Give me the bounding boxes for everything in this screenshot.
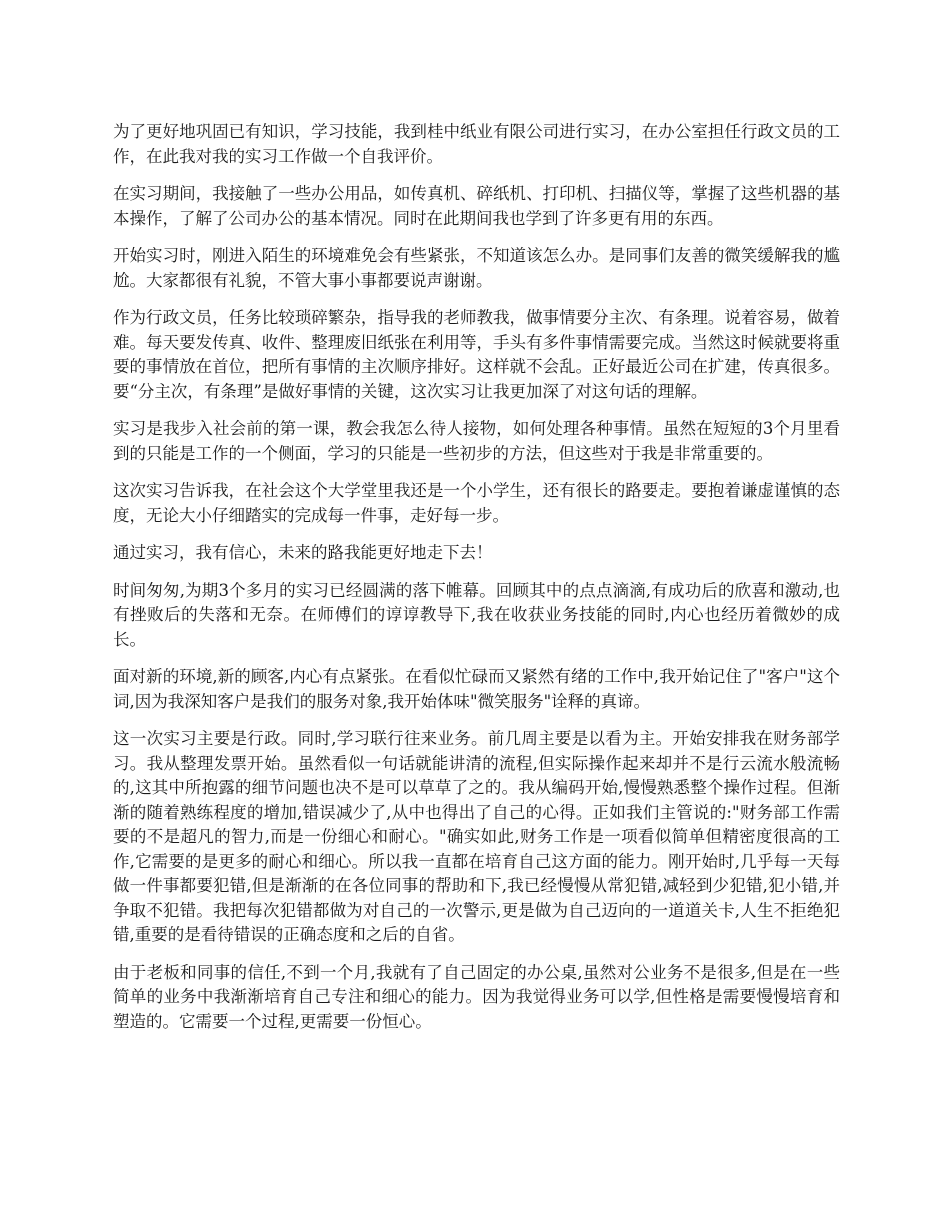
document-body bbox=[113, 120, 840, 1047]
paragraph-6: 这次实习告诉我，在社会这个大学堂里我还是一个小学生，还有很长的路要走。要抱着谦虚谨慎的态度，无论大小仔细踏实的完成每一件事，走好每一步。 bbox=[113, 481, 840, 525]
paragraph-5: 实习是我步入社会前的第一课，教会我怎么待人接物，如何处理各种事情。虽然在短短的3个月里看到的只能是工作的一个侧面，学习的只能是一些初步的方法，但这些对于我是非常重要的。 bbox=[113, 419, 840, 463]
paragraph-4: 作为行政文员，任务比较琐碎繁杂，指导我的老师教我，做事情要分主次、有条理。说着容易，做着难。每天要发传真、收件、整理废旧纸张在利用等，手头有多件事情需要完成。当然这时候就要将重要的事情放在首位，把所有事情的主次顺序排好。这样就不会乱。正好最近公司在扩建，传真很多。要“分主次，有条理”是做好事情的关键，这次实习让我更加深了对这句话的理解。 bbox=[113, 308, 840, 401]
paragraph-11: 由于老板和同事的信任,不到一个月,我就有了自己固定的办公桌,虽然对公业务不是很多,但是在一些简单的业务中我渐渐培育自己专注和细心的能力。因为我觉得业务可以学,但性格是需要慢慢培育和塑造的。它需要一个过程,更需要一份恒心。 bbox=[113, 962, 840, 1031]
paragraph-7: 通过实习，我有信心，未来的路我能更好地走下去！ bbox=[113, 543, 493, 562]
paragraph-1: 为了更好地巩固已有知识，学习技能，我到桂中纸业有限公司进行实习，在办公室担任行政文员的工作，在此我对我的实习工作做一个自我评价。 bbox=[113, 122, 840, 166]
paragraph-9: 面对新的环境,新的顾客,内心有点紧张。在看似忙碌而又紧然有绪的工作中,我开始记住了"客户"这个词,因为我深知客户是我们的服务对象,我开始体味"微笑服务"诠释的真谛。 bbox=[113, 667, 840, 711]
paragraph-2: 在实习期间，我接触了一些办公用品，如传真机、碎纸机、打印机、扫描仪等，掌握了这些机器的基本操作，了解了公司办公的基本情况。同时在此期间我也学到了许多更有用的东西。 bbox=[113, 184, 840, 228]
paragraph-8: 时间匆匆,为期3个多月的实习已经圆满的落下帷幕。回顾其中的点点滴滴,有成功后的欣喜和激动,也有挫败后的失落和无奈。在师傅们的谆谆教导下,我在收获业务技能的同时,内心也经历着微妙的成长。 bbox=[113, 580, 840, 649]
paragraph-10: 这一次实习主要是行政。同时,学习联行往来业务。前几周主要是以看为主。开始安排我在财务部学习。我从整理发票开始。虽然看似一句话就能讲清的流程,但实际操作起来却并不是行云流水般流畅的,这其中所抱露的细节问题也决不是可以草草了之的。我从编码开始,慢慢熟悉整个操作过程。但渐渐的随着熟练程度的增加,错误减少了,从中也得出了自己的心得。正如我们主管说的:"财务部工作需要的不是超凡的智力,而是一份细心和耐心。"确实如此,财务工作是一项看似简单但精密度很高的工作,它需要的是更多的耐心和细心。所以我一直都在培育自己这方面的能力。刚开始时,几乎每一天每做一件事都要犯错,但是渐渐的在各位同事的帮助和下,我已经慢慢从常犯错,减轻到少犯错,犯小错,并争取不犯错。我把每次犯错都做为对自己的一次警示,更是做为自己迈向的一道道关卡,人生不拒绝犯错,重要的是看待错误的正确态度和之后的自省。 bbox=[113, 729, 840, 944]
paragraph-3: 开始实习时，刚进入陌生的环境难免会有些紧张，不知道该怎么办。是同事们友善的微笑缓解我的尴尬。大家都很有礼貌，不管大事小事都要说声谢谢。 bbox=[113, 246, 840, 290]
